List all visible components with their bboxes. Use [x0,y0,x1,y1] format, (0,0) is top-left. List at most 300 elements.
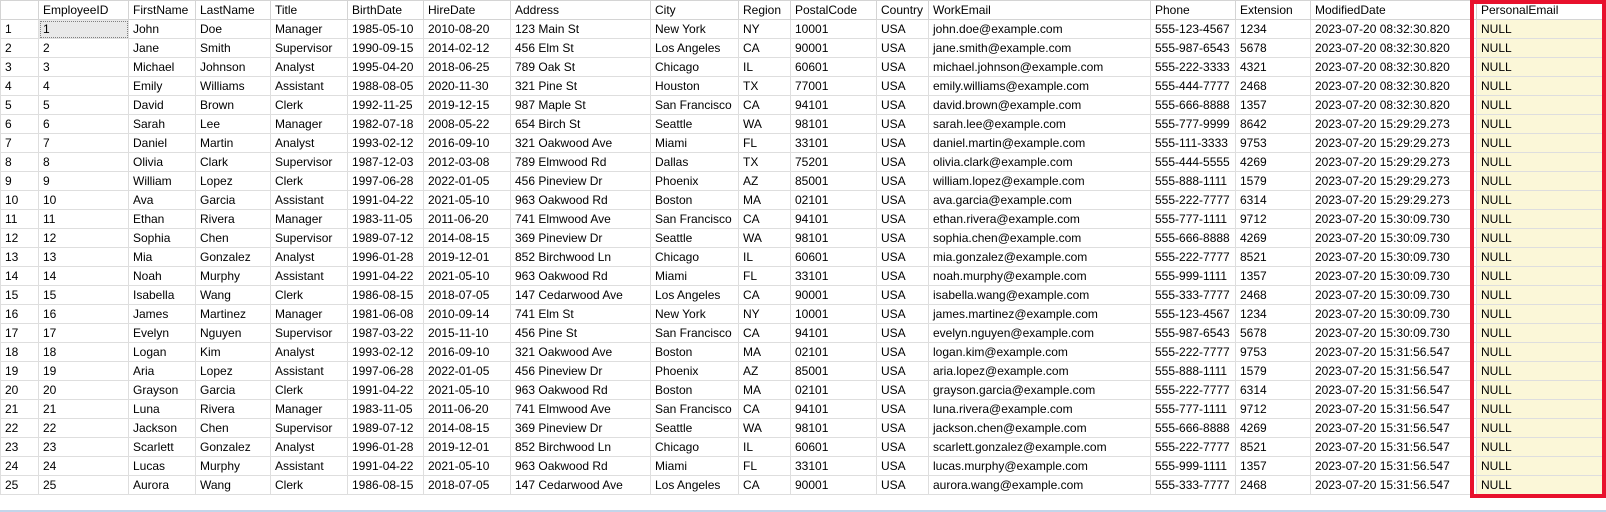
cell-City[interactable]: Houston [651,77,739,96]
cell-Phone[interactable]: 555-777-1111 [1151,400,1236,419]
row-header[interactable]: 1 [1,20,39,39]
cell-Country[interactable]: USA [877,96,929,115]
cell-PersonalEmail[interactable]: NULL [1477,362,1606,381]
cell-Country[interactable]: USA [877,77,929,96]
cell-ModifiedDate[interactable]: 2023-07-20 15:31:56.547 [1311,419,1477,438]
row-header[interactable]: 23 [1,438,39,457]
cell-ModifiedDate[interactable]: 2023-07-20 15:29:29.273 [1311,134,1477,153]
cell-EmployeeID[interactable]: 18 [39,343,129,362]
cell-EmployeeID[interactable]: 17 [39,324,129,343]
cell-PostalCode[interactable]: 60601 [791,248,877,267]
cell-HireDate[interactable]: 2016-09-10 [424,134,511,153]
cell-Address[interactable]: 123 Main St [511,20,651,39]
cell-HireDate[interactable]: 2011-06-20 [424,210,511,229]
cell-EmployeeID[interactable]: 20 [39,381,129,400]
cell-Country[interactable]: USA [877,267,929,286]
cell-WorkEmail[interactable]: lucas.murphy@example.com [929,457,1151,476]
row-header[interactable]: 19 [1,362,39,381]
cell-HireDate[interactable]: 2014-08-15 [424,419,511,438]
cell-Address[interactable]: 321 Pine St [511,77,651,96]
cell-Phone[interactable]: 555-222-7777 [1151,343,1236,362]
cell-ModifiedDate[interactable]: 2023-07-20 15:31:56.547 [1311,362,1477,381]
cell-ModifiedDate[interactable]: 2023-07-20 08:32:30.820 [1311,39,1477,58]
row-header[interactable]: 10 [1,191,39,210]
cell-City[interactable]: New York [651,20,739,39]
cell-ModifiedDate[interactable]: 2023-07-20 15:31:56.547 [1311,381,1477,400]
cell-PostalCode[interactable]: 94101 [791,324,877,343]
cell-BirthDate[interactable]: 1989-07-12 [348,419,424,438]
cell-ModifiedDate[interactable]: 2023-07-20 15:29:29.273 [1311,191,1477,210]
cell-Title[interactable]: Assistant [271,191,348,210]
cell-FirstName[interactable]: Lucas [129,457,196,476]
cell-PersonalEmail[interactable]: NULL [1477,96,1606,115]
cell-Address[interactable]: 852 Birchwood Ln [511,438,651,457]
cell-Country[interactable]: USA [877,115,929,134]
cell-City[interactable]: San Francisco [651,324,739,343]
cell-WorkEmail[interactable]: david.brown@example.com [929,96,1151,115]
cell-WorkEmail[interactable]: ethan.rivera@example.com [929,210,1151,229]
cell-LastName[interactable]: Gonzalez [196,248,271,267]
cell-ModifiedDate[interactable]: 2023-07-20 15:31:56.547 [1311,476,1477,495]
cell-City[interactable]: Phoenix [651,362,739,381]
row-header[interactable]: 21 [1,400,39,419]
cell-PostalCode[interactable]: 90001 [791,476,877,495]
cell-EmployeeID[interactable]: 21 [39,400,129,419]
column-header-EmployeeID[interactable]: EmployeeID [39,1,129,20]
cell-City[interactable]: Miami [651,134,739,153]
cell-Phone[interactable]: 555-222-3333 [1151,58,1236,77]
column-header-PostalCode[interactable]: PostalCode [791,1,877,20]
cell-City[interactable]: Miami [651,267,739,286]
cell-BirthDate[interactable]: 1989-07-12 [348,229,424,248]
cell-Region[interactable]: FL [739,457,791,476]
cell-Extension[interactable]: 4269 [1236,229,1311,248]
cell-HireDate[interactable]: 2018-07-05 [424,476,511,495]
cell-Region[interactable]: CA [739,210,791,229]
column-header-HireDate[interactable]: HireDate [424,1,511,20]
cell-Extension[interactable]: 9753 [1236,134,1311,153]
cell-PostalCode[interactable]: 77001 [791,77,877,96]
cell-LastName[interactable]: Nguyen [196,324,271,343]
cell-PostalCode[interactable]: 33101 [791,457,877,476]
cell-HireDate[interactable]: 2021-05-10 [424,457,511,476]
cell-PostalCode[interactable]: 02101 [791,191,877,210]
cell-HireDate[interactable]: 2016-09-10 [424,343,511,362]
cell-Title[interactable]: Analyst [271,438,348,457]
cell-Phone[interactable]: 555-222-7777 [1151,381,1236,400]
cell-EmployeeID[interactable]: 22 [39,419,129,438]
cell-PostalCode[interactable]: 33101 [791,134,877,153]
cell-Country[interactable]: USA [877,400,929,419]
cell-WorkEmail[interactable]: grayson.garcia@example.com [929,381,1151,400]
cell-ModifiedDate[interactable]: 2023-07-20 15:31:56.547 [1311,343,1477,362]
cell-LastName[interactable]: Martinez [196,305,271,324]
cell-FirstName[interactable]: Scarlett [129,438,196,457]
cell-WorkEmail[interactable]: emily.williams@example.com [929,77,1151,96]
cell-FirstName[interactable]: Daniel [129,134,196,153]
cell-Phone[interactable]: 555-666-8888 [1151,419,1236,438]
cell-PostalCode[interactable]: 98101 [791,419,877,438]
cell-WorkEmail[interactable]: sarah.lee@example.com [929,115,1151,134]
cell-Address[interactable]: 789 Elmwood Rd [511,153,651,172]
cell-Phone[interactable]: 555-777-9999 [1151,115,1236,134]
cell-PersonalEmail[interactable]: NULL [1477,20,1606,39]
cell-LastName[interactable]: Brown [196,96,271,115]
row-header[interactable]: 16 [1,305,39,324]
cell-BirthDate[interactable]: 1991-04-22 [348,381,424,400]
cell-Phone[interactable]: 555-777-1111 [1151,210,1236,229]
cell-HireDate[interactable]: 2014-08-15 [424,229,511,248]
cell-LastName[interactable]: Rivera [196,210,271,229]
cell-City[interactable]: San Francisco [651,96,739,115]
row-header[interactable]: 12 [1,229,39,248]
cell-Extension[interactable]: 8521 [1236,438,1311,457]
cell-HireDate[interactable]: 2021-05-10 [424,381,511,400]
cell-LastName[interactable]: Williams [196,77,271,96]
cell-Phone[interactable]: 555-987-6543 [1151,39,1236,58]
cell-Phone[interactable]: 555-999-1111 [1151,457,1236,476]
cell-EmployeeID[interactable]: 1 [39,20,129,39]
cell-ModifiedDate[interactable]: 2023-07-20 08:32:30.820 [1311,96,1477,115]
cell-EmployeeID[interactable]: 11 [39,210,129,229]
cell-PersonalEmail[interactable]: NULL [1477,476,1606,495]
cell-BirthDate[interactable]: 1987-03-22 [348,324,424,343]
column-header-FirstName[interactable]: FirstName [129,1,196,20]
column-header-Extension[interactable]: Extension [1236,1,1311,20]
cell-Extension[interactable]: 1357 [1236,267,1311,286]
cell-Title[interactable]: Supervisor [271,229,348,248]
cell-PersonalEmail[interactable]: NULL [1477,400,1606,419]
cell-WorkEmail[interactable]: olivia.clark@example.com [929,153,1151,172]
cell-HireDate[interactable]: 2019-12-01 [424,438,511,457]
cell-Region[interactable]: CA [739,400,791,419]
cell-Title[interactable]: Assistant [271,457,348,476]
row-header[interactable]: 8 [1,153,39,172]
cell-LastName[interactable]: Garcia [196,191,271,210]
cell-Title[interactable]: Clerk [271,96,348,115]
cell-FirstName[interactable]: Jane [129,39,196,58]
cell-EmployeeID[interactable]: 24 [39,457,129,476]
cell-LastName[interactable]: Doe [196,20,271,39]
cell-Region[interactable]: NY [739,20,791,39]
row-header[interactable]: 9 [1,172,39,191]
cell-BirthDate[interactable]: 1996-01-28 [348,248,424,267]
cell-WorkEmail[interactable]: daniel.martin@example.com [929,134,1151,153]
cell-LastName[interactable]: Chen [196,229,271,248]
cell-WorkEmail[interactable]: jackson.chen@example.com [929,419,1151,438]
cell-BirthDate[interactable]: 1993-02-12 [348,343,424,362]
cell-Country[interactable]: USA [877,20,929,39]
row-header[interactable]: 18 [1,343,39,362]
cell-PersonalEmail[interactable]: NULL [1477,438,1606,457]
cell-PostalCode[interactable]: 90001 [791,286,877,305]
cell-Extension[interactable]: 1579 [1236,362,1311,381]
cell-WorkEmail[interactable]: noah.murphy@example.com [929,267,1151,286]
cell-City[interactable]: Chicago [651,58,739,77]
cell-City[interactable]: Miami [651,457,739,476]
cell-PostalCode[interactable]: 60601 [791,438,877,457]
cell-LastName[interactable]: Smith [196,39,271,58]
cell-Country[interactable]: USA [877,191,929,210]
cell-HireDate[interactable]: 2021-05-10 [424,267,511,286]
cell-WorkEmail[interactable]: john.doe@example.com [929,20,1151,39]
cell-HireDate[interactable]: 2020-11-30 [424,77,511,96]
cell-Region[interactable]: AZ [739,362,791,381]
cell-Extension[interactable]: 6314 [1236,191,1311,210]
cell-Title[interactable]: Supervisor [271,153,348,172]
cell-EmployeeID[interactable]: 10 [39,191,129,210]
cell-FirstName[interactable]: Jackson [129,419,196,438]
cell-Extension[interactable]: 2468 [1236,77,1311,96]
cell-Address[interactable]: 456 Pineview Dr [511,362,651,381]
cell-Region[interactable]: MA [739,343,791,362]
cell-Address[interactable]: 654 Birch St [511,115,651,134]
cell-HireDate[interactable]: 2019-12-15 [424,96,511,115]
cell-Country[interactable]: USA [877,362,929,381]
column-header-Region[interactable]: Region [739,1,791,20]
cell-BirthDate[interactable]: 1983-11-05 [348,210,424,229]
cell-PostalCode[interactable]: 98101 [791,115,877,134]
cell-FirstName[interactable]: Aria [129,362,196,381]
cell-LastName[interactable]: Lopez [196,172,271,191]
cell-EmployeeID[interactable]: 8 [39,153,129,172]
cell-PersonalEmail[interactable]: NULL [1477,305,1606,324]
cell-EmployeeID[interactable]: 23 [39,438,129,457]
cell-LastName[interactable]: Lopez [196,362,271,381]
cell-Address[interactable]: 963 Oakwood Rd [511,381,651,400]
cell-EmployeeID[interactable]: 16 [39,305,129,324]
cell-Region[interactable]: CA [739,96,791,115]
row-header[interactable]: 11 [1,210,39,229]
cell-WorkEmail[interactable]: aria.lopez@example.com [929,362,1151,381]
cell-FirstName[interactable]: William [129,172,196,191]
cell-BirthDate[interactable]: 1995-04-20 [348,58,424,77]
cell-BirthDate[interactable]: 1982-07-18 [348,115,424,134]
cell-Title[interactable]: Clerk [271,172,348,191]
cell-BirthDate[interactable]: 1986-08-15 [348,476,424,495]
cell-Address[interactable]: 369 Pineview Dr [511,229,651,248]
cell-EmployeeID[interactable]: 4 [39,77,129,96]
cell-ModifiedDate[interactable]: 2023-07-20 15:30:09.730 [1311,305,1477,324]
cell-Extension[interactable]: 4321 [1236,58,1311,77]
select-all-corner[interactable] [1,1,39,20]
cell-FirstName[interactable]: Ethan [129,210,196,229]
cell-Phone[interactable]: 555-888-1111 [1151,172,1236,191]
cell-City[interactable]: San Francisco [651,210,739,229]
cell-Title[interactable]: Manager [271,305,348,324]
cell-Region[interactable]: CA [739,324,791,343]
cell-Region[interactable]: IL [739,438,791,457]
cell-PersonalEmail[interactable]: NULL [1477,77,1606,96]
cell-WorkEmail[interactable]: ava.garcia@example.com [929,191,1151,210]
row-header[interactable]: 7 [1,134,39,153]
cell-WorkEmail[interactable]: scarlett.gonzalez@example.com [929,438,1151,457]
cell-ModifiedDate[interactable]: 2023-07-20 15:29:29.273 [1311,115,1477,134]
cell-PersonalEmail[interactable]: NULL [1477,419,1606,438]
cell-Address[interactable]: 147 Cedarwood Ave [511,476,651,495]
cell-FirstName[interactable]: Ava [129,191,196,210]
cell-Phone[interactable]: 555-666-8888 [1151,229,1236,248]
cell-BirthDate[interactable]: 1983-11-05 [348,400,424,419]
cell-PersonalEmail[interactable]: NULL [1477,172,1606,191]
cell-Title[interactable]: Clerk [271,476,348,495]
cell-ModifiedDate[interactable]: 2023-07-20 15:30:09.730 [1311,267,1477,286]
cell-BirthDate[interactable]: 1986-08-15 [348,286,424,305]
cell-Address[interactable]: 456 Elm St [511,39,651,58]
cell-Region[interactable]: IL [739,58,791,77]
cell-FirstName[interactable]: Noah [129,267,196,286]
cell-Phone[interactable]: 555-987-6543 [1151,324,1236,343]
row-header[interactable]: 24 [1,457,39,476]
cell-ModifiedDate[interactable]: 2023-07-20 15:30:09.730 [1311,210,1477,229]
column-header-Phone[interactable]: Phone [1151,1,1236,20]
cell-Extension[interactable]: 9753 [1236,343,1311,362]
cell-BirthDate[interactable]: 1987-12-03 [348,153,424,172]
cell-PostalCode[interactable]: 75201 [791,153,877,172]
cell-PersonalEmail[interactable]: NULL [1477,343,1606,362]
cell-Extension[interactable]: 1357 [1236,457,1311,476]
cell-ModifiedDate[interactable]: 2023-07-20 08:32:30.820 [1311,20,1477,39]
cell-City[interactable]: Boston [651,343,739,362]
row-header[interactable]: 2 [1,39,39,58]
cell-Region[interactable]: IL [739,248,791,267]
cell-WorkEmail[interactable]: michael.johnson@example.com [929,58,1151,77]
cell-FirstName[interactable]: Emily [129,77,196,96]
cell-PersonalEmail[interactable]: NULL [1477,153,1606,172]
cell-BirthDate[interactable]: 1981-06-08 [348,305,424,324]
cell-PersonalEmail[interactable]: NULL [1477,58,1606,77]
cell-City[interactable]: Boston [651,381,739,400]
cell-Address[interactable]: 963 Oakwood Rd [511,267,651,286]
cell-EmployeeID[interactable]: 19 [39,362,129,381]
cell-FirstName[interactable]: Sarah [129,115,196,134]
cell-Country[interactable]: USA [877,476,929,495]
cell-PostalCode[interactable]: 85001 [791,172,877,191]
cell-Country[interactable]: USA [877,153,929,172]
cell-Address[interactable]: 741 Elmwood Ave [511,210,651,229]
cell-Country[interactable]: USA [877,210,929,229]
cell-FirstName[interactable]: David [129,96,196,115]
cell-LastName[interactable]: Clark [196,153,271,172]
cell-City[interactable]: Seattle [651,419,739,438]
cell-Region[interactable]: TX [739,153,791,172]
cell-City[interactable]: Chicago [651,248,739,267]
cell-City[interactable]: Dallas [651,153,739,172]
cell-Country[interactable]: USA [877,457,929,476]
cell-Country[interactable]: USA [877,172,929,191]
cell-HireDate[interactable]: 2008-05-22 [424,115,511,134]
cell-EmployeeID[interactable]: 25 [39,476,129,495]
cell-EmployeeID[interactable]: 9 [39,172,129,191]
cell-WorkEmail[interactable]: luna.rivera@example.com [929,400,1151,419]
cell-Region[interactable]: MA [739,381,791,400]
cell-Title[interactable]: Assistant [271,362,348,381]
cell-City[interactable]: Seattle [651,229,739,248]
cell-Phone[interactable]: 555-222-7777 [1151,248,1236,267]
row-header[interactable]: 15 [1,286,39,305]
cell-PostalCode[interactable]: 94101 [791,96,877,115]
cell-BirthDate[interactable]: 1997-06-28 [348,362,424,381]
column-header-PersonalEmail[interactable]: PersonalEmail [1477,1,1606,20]
cell-City[interactable]: New York [651,305,739,324]
row-header[interactable]: 3 [1,58,39,77]
cell-PersonalEmail[interactable]: NULL [1477,248,1606,267]
cell-Country[interactable]: USA [877,286,929,305]
cell-Phone[interactable]: 555-666-8888 [1151,96,1236,115]
cell-Address[interactable]: 963 Oakwood Rd [511,191,651,210]
cell-EmployeeID[interactable]: 14 [39,267,129,286]
cell-Address[interactable]: 789 Oak St [511,58,651,77]
cell-ModifiedDate[interactable]: 2023-07-20 15:29:29.273 [1311,153,1477,172]
cell-Title[interactable]: Analyst [271,134,348,153]
cell-ModifiedDate[interactable]: 2023-07-20 15:30:09.730 [1311,324,1477,343]
cell-HireDate[interactable]: 2022-01-05 [424,172,511,191]
cell-ModifiedDate[interactable]: 2023-07-20 15:30:09.730 [1311,248,1477,267]
cell-HireDate[interactable]: 2018-07-05 [424,286,511,305]
cell-FirstName[interactable]: Mia [129,248,196,267]
cell-Country[interactable]: USA [877,381,929,400]
cell-Country[interactable]: USA [877,324,929,343]
cell-HireDate[interactable]: 2010-08-20 [424,20,511,39]
cell-HireDate[interactable]: 2012-03-08 [424,153,511,172]
cell-ModifiedDate[interactable]: 2023-07-20 15:29:29.273 [1311,172,1477,191]
cell-BirthDate[interactable]: 1992-11-25 [348,96,424,115]
cell-Extension[interactable]: 4269 [1236,419,1311,438]
cell-Phone[interactable]: 555-888-1111 [1151,362,1236,381]
cell-WorkEmail[interactable]: isabella.wang@example.com [929,286,1151,305]
cell-Extension[interactable]: 4269 [1236,153,1311,172]
cell-FirstName[interactable]: Luna [129,400,196,419]
cell-PostalCode[interactable]: 10001 [791,20,877,39]
cell-PostalCode[interactable]: 94101 [791,210,877,229]
cell-Region[interactable]: CA [739,39,791,58]
cell-Country[interactable]: USA [877,343,929,362]
cell-BirthDate[interactable]: 1997-06-28 [348,172,424,191]
cell-Address[interactable]: 321 Oakwood Ave [511,134,651,153]
cell-FirstName[interactable]: Logan [129,343,196,362]
row-header[interactable]: 20 [1,381,39,400]
cell-City[interactable]: Boston [651,191,739,210]
cell-Address[interactable]: 369 Pineview Dr [511,419,651,438]
cell-FirstName[interactable]: Isabella [129,286,196,305]
cell-Title[interactable]: Assistant [271,77,348,96]
column-header-WorkEmail[interactable]: WorkEmail [929,1,1151,20]
cell-BirthDate[interactable]: 1991-04-22 [348,267,424,286]
cell-Address[interactable]: 321 Oakwood Ave [511,343,651,362]
cell-PersonalEmail[interactable]: NULL [1477,39,1606,58]
cell-BirthDate[interactable]: 1991-04-22 [348,191,424,210]
cell-Country[interactable]: USA [877,438,929,457]
cell-Region[interactable]: WA [739,419,791,438]
cell-ModifiedDate[interactable]: 2023-07-20 08:32:30.820 [1311,58,1477,77]
cell-Extension[interactable]: 9712 [1236,400,1311,419]
cell-PostalCode[interactable]: 33101 [791,267,877,286]
cell-FirstName[interactable]: Olivia [129,153,196,172]
cell-Country[interactable]: USA [877,305,929,324]
cell-Region[interactable]: AZ [739,172,791,191]
cell-PersonalEmail[interactable]: NULL [1477,324,1606,343]
cell-PostalCode[interactable]: 02101 [791,381,877,400]
cell-LastName[interactable]: Martin [196,134,271,153]
cell-Phone[interactable]: 555-222-7777 [1151,438,1236,457]
cell-BirthDate[interactable]: 1996-01-28 [348,438,424,457]
cell-Extension[interactable]: 2468 [1236,476,1311,495]
cell-Country[interactable]: USA [877,229,929,248]
cell-HireDate[interactable]: 2022-01-05 [424,362,511,381]
cell-Address[interactable]: 741 Elmwood Ave [511,400,651,419]
cell-Region[interactable]: FL [739,134,791,153]
cell-Address[interactable]: 741 Elm St [511,305,651,324]
